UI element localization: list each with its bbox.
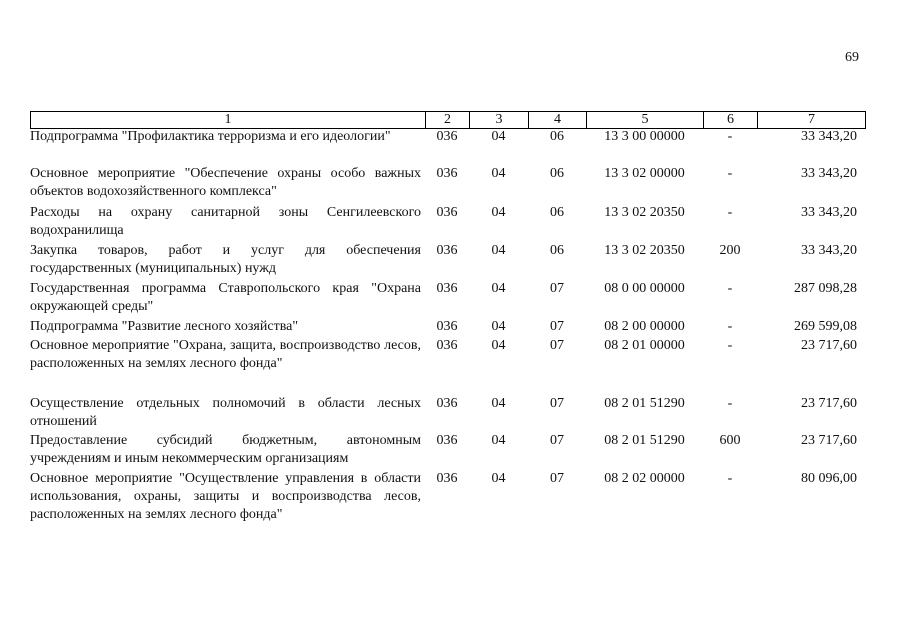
row-target: 08 2 02 00000 <box>604 471 685 486</box>
row-code: 036 <box>436 243 458 258</box>
row-sum: 33 343,20 <box>801 205 857 220</box>
table-row <box>30 395 865 432</box>
header-col-4: 4 <box>529 112 587 129</box>
row-subsection: 07 <box>550 471 564 486</box>
row-name: Основное мероприятие "Осуществление управления в области использования, охраны, защиты и воспроизводства лесов, расположенных на землях лесного фонда" <box>30 471 421 522</box>
budget-table-body <box>30 128 865 526</box>
table-row <box>30 280 865 318</box>
table-row <box>30 432 865 470</box>
row-sum: 287 098,28 <box>794 281 857 296</box>
column-number-header <box>30 111 866 129</box>
header-col-3: 3 <box>470 112 529 129</box>
row-section: 04 <box>491 129 506 144</box>
row-name: Подпрограмма "Профилактика терроризма и его идеологии" <box>30 129 391 144</box>
row-code: 036 <box>436 338 458 353</box>
row-subsection: 06 <box>550 205 564 220</box>
table-row <box>30 337 865 395</box>
row-target: 08 2 01 51290 <box>604 433 685 448</box>
row-sum: 80 096,00 <box>801 471 857 486</box>
row-target: 13 3 02 20350 <box>604 205 685 220</box>
row-target: 13 3 02 00000 <box>604 166 685 181</box>
row-sum: 23 717,60 <box>801 338 857 353</box>
row-subsection: 06 <box>550 129 564 144</box>
row-name: Подпрограмма "Развитие лесного хозяйства" <box>30 319 299 334</box>
row-subsection: 07 <box>550 433 564 448</box>
row-code: 036 <box>436 205 458 220</box>
row-code: 036 <box>436 433 458 448</box>
row-type: - <box>727 396 733 411</box>
row-target: 08 2 00 00000 <box>604 319 685 334</box>
row-code: 036 <box>436 281 458 296</box>
row-name: Основное мероприятие "Охрана, защита, воспроизводство лесов, расположенных на землях лесного фонда" <box>30 338 421 371</box>
row-section: 04 <box>491 471 506 486</box>
row-type: 200 <box>719 243 741 258</box>
table-row <box>30 204 865 242</box>
row-type: - <box>727 319 733 334</box>
row-section: 04 <box>491 205 506 220</box>
row-type: - <box>727 205 733 220</box>
row-code: 036 <box>436 129 458 144</box>
row-type: - <box>727 129 733 144</box>
row-type: - <box>727 338 733 353</box>
row-target: 13 3 00 00000 <box>604 129 685 144</box>
table-row <box>30 318 865 337</box>
page-number: 69 <box>845 50 859 65</box>
row-sum: 269 599,08 <box>794 319 857 334</box>
row-type: - <box>727 471 733 486</box>
header-col-1: 1 <box>31 112 426 129</box>
row-name: Осуществление отдельных полномочий в области лесных отношений <box>30 396 421 429</box>
row-section: 04 <box>491 319 506 334</box>
row-target: 08 2 01 51290 <box>604 396 685 411</box>
table-row <box>30 165 865 204</box>
row-code: 036 <box>436 471 458 486</box>
row-section: 04 <box>491 243 506 258</box>
row-target: 08 0 00 00000 <box>604 281 685 296</box>
row-name: Закупка товаров, работ и услуг для обеспечения государственных (муниципальных) нужд <box>30 243 421 276</box>
table-row <box>30 242 865 280</box>
row-type: - <box>727 166 733 181</box>
row-code: 036 <box>436 319 458 334</box>
row-section: 04 <box>491 433 506 448</box>
row-section: 04 <box>491 281 506 296</box>
row-name: Расходы на охрану санитарной зоны Сенгилеевского водохранилища <box>30 205 421 238</box>
row-subsection: 07 <box>550 396 564 411</box>
row-section: 04 <box>491 338 506 353</box>
row-sum: 23 717,60 <box>801 433 857 448</box>
row-sum: 33 343,20 <box>801 166 857 181</box>
header-col-2: 2 <box>426 112 470 129</box>
row-target: 08 2 01 00000 <box>604 338 685 353</box>
row-sum: 33 343,20 <box>801 243 857 258</box>
header-col-5: 5 <box>587 112 704 129</box>
row-subsection: 06 <box>550 166 564 181</box>
row-subsection: 07 <box>550 281 564 296</box>
row-code: 036 <box>436 396 458 411</box>
row-sum: 23 717,60 <box>801 396 857 411</box>
row-code: 036 <box>436 166 458 181</box>
table-row <box>30 128 865 165</box>
row-subsection: 07 <box>550 338 564 353</box>
row-sum: 33 343,20 <box>801 129 857 144</box>
row-section: 04 <box>491 166 506 181</box>
row-subsection: 06 <box>550 243 564 258</box>
row-name: Предоставление субсидий бюджетным, автономным учреждениям и иным некоммерческим организациям <box>30 433 421 466</box>
row-target: 13 3 02 20350 <box>604 243 685 258</box>
row-name: Государственная программа Ставропольского края "Охрана окружающей среды" <box>30 281 421 314</box>
row-name: Основное мероприятие "Обеспечение охраны особо важных объектов водохозяйственного комплекса" <box>30 166 421 199</box>
table-row <box>30 470 865 526</box>
header-col-7: 7 <box>758 112 866 129</box>
row-subsection: 07 <box>550 319 564 334</box>
row-type: - <box>727 281 733 296</box>
row-type: 600 <box>719 433 741 448</box>
header-col-6: 6 <box>704 112 758 129</box>
row-section: 04 <box>491 396 506 411</box>
